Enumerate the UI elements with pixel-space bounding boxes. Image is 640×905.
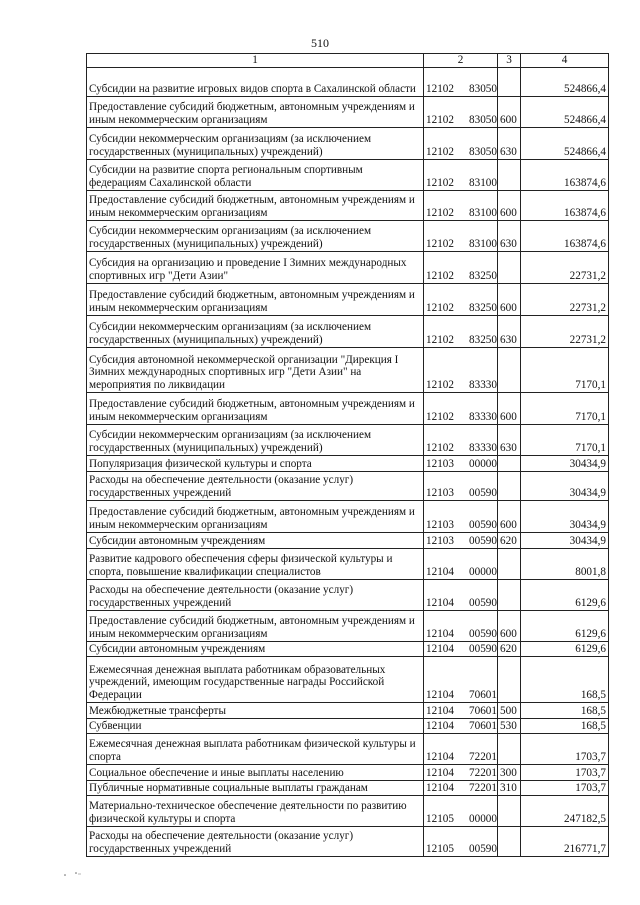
row-amount: 6129,6	[521, 641, 609, 656]
row-name: Ежемесячная денежная выплата работникам физической культуры и спорта	[87, 733, 424, 764]
row-code-program: 12104	[426, 782, 454, 794]
table-row	[87, 733, 609, 764]
row-code-program: 12102	[426, 114, 454, 126]
row-code-direction: 70601	[469, 705, 497, 717]
row-code-program: 12104	[426, 566, 454, 578]
row-amount: 6129,6	[521, 610, 609, 641]
row-expense-type	[498, 347, 521, 392]
row-code	[424, 610, 498, 641]
row-expense-type	[498, 656, 521, 702]
row-name: Субсидия автономной некоммерческой организации "Дирекция I Зимних международных спортивных игр "Дети Азии" на мероприятия по ликвидации	[87, 347, 424, 392]
table-body	[87, 67, 609, 856]
row-code-direction: 00590	[469, 643, 497, 655]
table-row	[87, 579, 609, 610]
row-name: Предоставление субсидий бюджетным, автономным учреждениям и иным некоммерческим организациям	[87, 392, 424, 424]
row-code-direction: 00000	[469, 813, 497, 825]
row-code-program: 12102	[426, 146, 454, 158]
row-name: Субсидии автономным учреждениям	[87, 641, 424, 656]
table-row	[87, 315, 609, 347]
row-name: Субвенции	[87, 718, 424, 733]
row-name: Межбюджетные трансферты	[87, 702, 424, 718]
row-code-direction: 83050	[469, 83, 497, 95]
row-expense-type	[498, 159, 521, 190]
row-expense-type	[498, 548, 521, 579]
row-code	[424, 733, 498, 764]
table-row	[87, 127, 609, 159]
row-code	[424, 159, 498, 190]
table-row	[87, 159, 609, 190]
row-code-direction: 83250	[469, 334, 497, 346]
row-code-direction: 83100	[469, 238, 497, 250]
row-code-direction: 83100	[469, 207, 497, 219]
table-row	[87, 220, 609, 251]
row-expense-type: 620	[498, 641, 521, 656]
row-name: Субсидии некоммерческим организациям (за исключением государственных (муниципальных) учреждений)	[87, 220, 424, 251]
row-code-program: 12102	[426, 334, 454, 346]
table-row	[87, 826, 609, 856]
row-code	[424, 780, 498, 795]
row-code	[424, 127, 498, 159]
row-expense-type: 600	[498, 190, 521, 220]
row-expense-type: 600	[498, 392, 521, 424]
row-code-direction: 83250	[469, 270, 497, 282]
row-code	[424, 579, 498, 610]
row-code-program: 12102	[426, 207, 454, 219]
row-amount: 7170,1	[521, 424, 609, 455]
row-expense-type	[498, 455, 521, 471]
row-code-program: 12103	[426, 458, 454, 470]
row-expense-type	[498, 826, 521, 856]
row-name: Предоставление субсидий бюджетным, автономным учреждениям и иным некоммерческим организациям	[87, 283, 424, 315]
table-row	[87, 96, 609, 127]
row-amount: 30434,9	[521, 532, 609, 548]
header-col-amount: 4	[521, 54, 609, 68]
row-code-program: 12102	[426, 411, 454, 423]
row-name: Субсидия на организацию и проведение I Зимних международных спортивных игр "Дети Азии"	[87, 251, 424, 283]
row-code-direction: 72201	[469, 751, 497, 763]
row-code-program: 12104	[426, 751, 454, 763]
row-amount: 524866,4	[521, 127, 609, 159]
row-code-program: 12102	[426, 379, 454, 391]
row-amount: 1703,7	[521, 780, 609, 795]
row-code-direction: 00590	[469, 843, 497, 855]
row-code	[424, 392, 498, 424]
row-name: Социальное обеспечение и иные выплаты населению	[87, 764, 424, 780]
row-expense-type	[498, 67, 521, 96]
row-code	[424, 315, 498, 347]
row-code-direction: 83250	[469, 302, 497, 314]
table-row	[87, 283, 609, 315]
row-name: Расходы на обеспечение деятельности (оказание услуг) государственных учреждений	[87, 579, 424, 610]
row-code-program: 12104	[426, 705, 454, 717]
row-code	[424, 656, 498, 702]
row-amount: 30434,9	[521, 500, 609, 532]
row-expense-type: 300	[498, 764, 521, 780]
scan-mark	[62, 870, 84, 878]
row-expense-type: 630	[498, 424, 521, 455]
row-amount: 524866,4	[521, 96, 609, 127]
table-row	[87, 67, 609, 96]
row-name: Популяризация физической культуры и спорта	[87, 455, 424, 471]
row-expense-type	[498, 795, 521, 826]
row-code	[424, 455, 498, 471]
table-row	[87, 718, 609, 733]
row-code	[424, 424, 498, 455]
row-name: Субсидии некоммерческим организациям (за исключением государственных (муниципальных) учреждений)	[87, 127, 424, 159]
row-code-direction: 72201	[469, 767, 497, 779]
row-expense-type: 630	[498, 220, 521, 251]
table-row	[87, 392, 609, 424]
table-row	[87, 548, 609, 579]
row-code-program: 12104	[426, 628, 454, 640]
row-code-direction: 70601	[469, 720, 497, 732]
row-code	[424, 220, 498, 251]
table-header	[87, 54, 609, 68]
row-expense-type	[498, 579, 521, 610]
row-amount: 22731,2	[521, 283, 609, 315]
row-code-direction: 00000	[469, 458, 497, 470]
row-expense-type	[498, 471, 521, 500]
row-name: Развитие кадрового обеспечения сферы физической культуры и спорта, повышение квалификации специалистов	[87, 548, 424, 579]
row-expense-type: 630	[498, 315, 521, 347]
row-code	[424, 500, 498, 532]
row-amount: 1703,7	[521, 733, 609, 764]
row-expense-type: 620	[498, 532, 521, 548]
row-amount: 30434,9	[521, 471, 609, 500]
row-code	[424, 548, 498, 579]
row-code-program: 12104	[426, 720, 454, 732]
row-code	[424, 718, 498, 733]
row-code-program: 12102	[426, 442, 454, 454]
row-name: Субсидии на развитие игровых видов спорта в Сахалинской области	[87, 67, 424, 96]
row-code	[424, 702, 498, 718]
table-row	[87, 251, 609, 283]
row-expense-type: 600	[498, 283, 521, 315]
table-row	[87, 455, 609, 471]
table-row	[87, 471, 609, 500]
row-expense-type: 530	[498, 718, 521, 733]
row-code-program: 12103	[426, 519, 454, 531]
row-expense-type: 310	[498, 780, 521, 795]
row-name: Ежемесячная денежная выплата работникам образовательных учреждений, имеющим государственные награды Российской Федерации	[87, 656, 424, 702]
row-code-direction: 83050	[469, 114, 497, 126]
table-row	[87, 764, 609, 780]
row-amount: 168,5	[521, 656, 609, 702]
budget-table	[86, 53, 609, 857]
row-code-direction: 00590	[469, 628, 497, 640]
row-code-program: 12103	[426, 487, 454, 499]
row-code-program: 12103	[426, 535, 454, 547]
row-code	[424, 641, 498, 656]
table-row	[87, 500, 609, 532]
row-amount: 524866,4	[521, 67, 609, 96]
row-code-program: 12104	[426, 597, 454, 609]
row-amount: 7170,1	[521, 392, 609, 424]
row-code-direction: 72201	[469, 782, 497, 794]
row-code-program: 12102	[426, 302, 454, 314]
row-code-direction: 83050	[469, 146, 497, 158]
header-col-name: 1	[87, 54, 424, 68]
table-row	[87, 656, 609, 702]
row-expense-type: 630	[498, 127, 521, 159]
row-expense-type: 600	[498, 610, 521, 641]
header-col-vr: 3	[498, 54, 521, 68]
row-name: Субсидии на развитие спорта региональным спортивным федерациям Сахалинской области	[87, 159, 424, 190]
header-col-code: 2	[424, 54, 498, 68]
table-row	[87, 702, 609, 718]
row-amount: 168,5	[521, 702, 609, 718]
row-name: Предоставление субсидий бюджетным, автономным учреждениям и иным некоммерческим организациям	[87, 190, 424, 220]
row-name: Предоставление субсидий бюджетным, автономным учреждениям и иным некоммерческим организациям	[87, 500, 424, 532]
row-code	[424, 67, 498, 96]
row-code	[424, 764, 498, 780]
row-name: Публичные нормативные социальные выплаты гражданам	[87, 780, 424, 795]
row-code-direction: 83330	[469, 411, 497, 423]
row-code-program: 12104	[426, 643, 454, 655]
row-code	[424, 795, 498, 826]
row-expense-type: 600	[498, 96, 521, 127]
table-row	[87, 641, 609, 656]
table-row	[87, 532, 609, 548]
row-name: Расходы на обеспечение деятельности (оказание услуг) государственных учреждений	[87, 471, 424, 500]
row-code-direction: 83330	[469, 442, 497, 454]
row-name: Расходы на обеспечение деятельности (оказание услуг) государственных учреждений	[87, 826, 424, 856]
row-code	[424, 96, 498, 127]
row-amount: 216771,7	[521, 826, 609, 856]
row-amount: 6129,6	[521, 579, 609, 610]
row-amount: 168,5	[521, 718, 609, 733]
row-amount: 247182,5	[521, 795, 609, 826]
row-amount: 7170,1	[521, 347, 609, 392]
table-row	[87, 795, 609, 826]
row-name: Материально-техническое обеспечение деятельности по развитию физической культуры и спорта	[87, 795, 424, 826]
row-code	[424, 283, 498, 315]
row-expense-type: 600	[498, 500, 521, 532]
row-code	[424, 251, 498, 283]
row-code-program: 12102	[426, 83, 454, 95]
row-code-direction: 00590	[469, 535, 497, 547]
row-code-direction: 83330	[469, 379, 497, 391]
row-code	[424, 190, 498, 220]
row-expense-type: 500	[498, 702, 521, 718]
row-code	[424, 826, 498, 856]
row-code	[424, 532, 498, 548]
row-code-direction: 00000	[469, 566, 497, 578]
row-code-direction: 00590	[469, 597, 497, 609]
row-code-direction: 00590	[469, 519, 497, 531]
row-code-program: 12102	[426, 177, 454, 189]
row-code-direction: 00590	[469, 487, 497, 499]
row-amount: 163874,6	[521, 159, 609, 190]
row-amount: 30434,9	[521, 455, 609, 471]
table-row	[87, 780, 609, 795]
row-amount: 22731,2	[521, 315, 609, 347]
row-amount: 163874,6	[521, 190, 609, 220]
row-code-direction: 70601	[469, 689, 497, 701]
row-code-program: 12102	[426, 270, 454, 282]
table-row	[87, 190, 609, 220]
row-amount: 8001,8	[521, 548, 609, 579]
table-row	[87, 424, 609, 455]
row-name: Субсидии некоммерческим организациям (за исключением государственных (муниципальных) учреждений)	[87, 315, 424, 347]
row-name: Субсидии автономным учреждениям	[87, 532, 424, 548]
table-row	[87, 610, 609, 641]
row-expense-type	[498, 733, 521, 764]
page-number: 510	[311, 36, 329, 50]
row-amount: 163874,6	[521, 220, 609, 251]
row-code	[424, 347, 498, 392]
row-amount: 22731,2	[521, 251, 609, 283]
row-expense-type	[498, 251, 521, 283]
row-code-direction: 83100	[469, 177, 497, 189]
row-amount: 1703,7	[521, 764, 609, 780]
row-code-program: 12104	[426, 689, 454, 701]
row-code-program: 12105	[426, 843, 454, 855]
row-name: Предоставление субсидий бюджетным, автономным учреждениям и иным некоммерческим организациям	[87, 610, 424, 641]
row-name: Предоставление субсидий бюджетным, автономным учреждениям и иным некоммерческим организациям	[87, 96, 424, 127]
table-row	[87, 347, 609, 392]
row-name: Субсидии некоммерческим организациям (за исключением государственных (муниципальных) учреждений)	[87, 424, 424, 455]
row-code-program: 12102	[426, 238, 454, 250]
row-code	[424, 471, 498, 500]
row-code-program: 12105	[426, 813, 454, 825]
row-code-program: 12104	[426, 767, 454, 779]
